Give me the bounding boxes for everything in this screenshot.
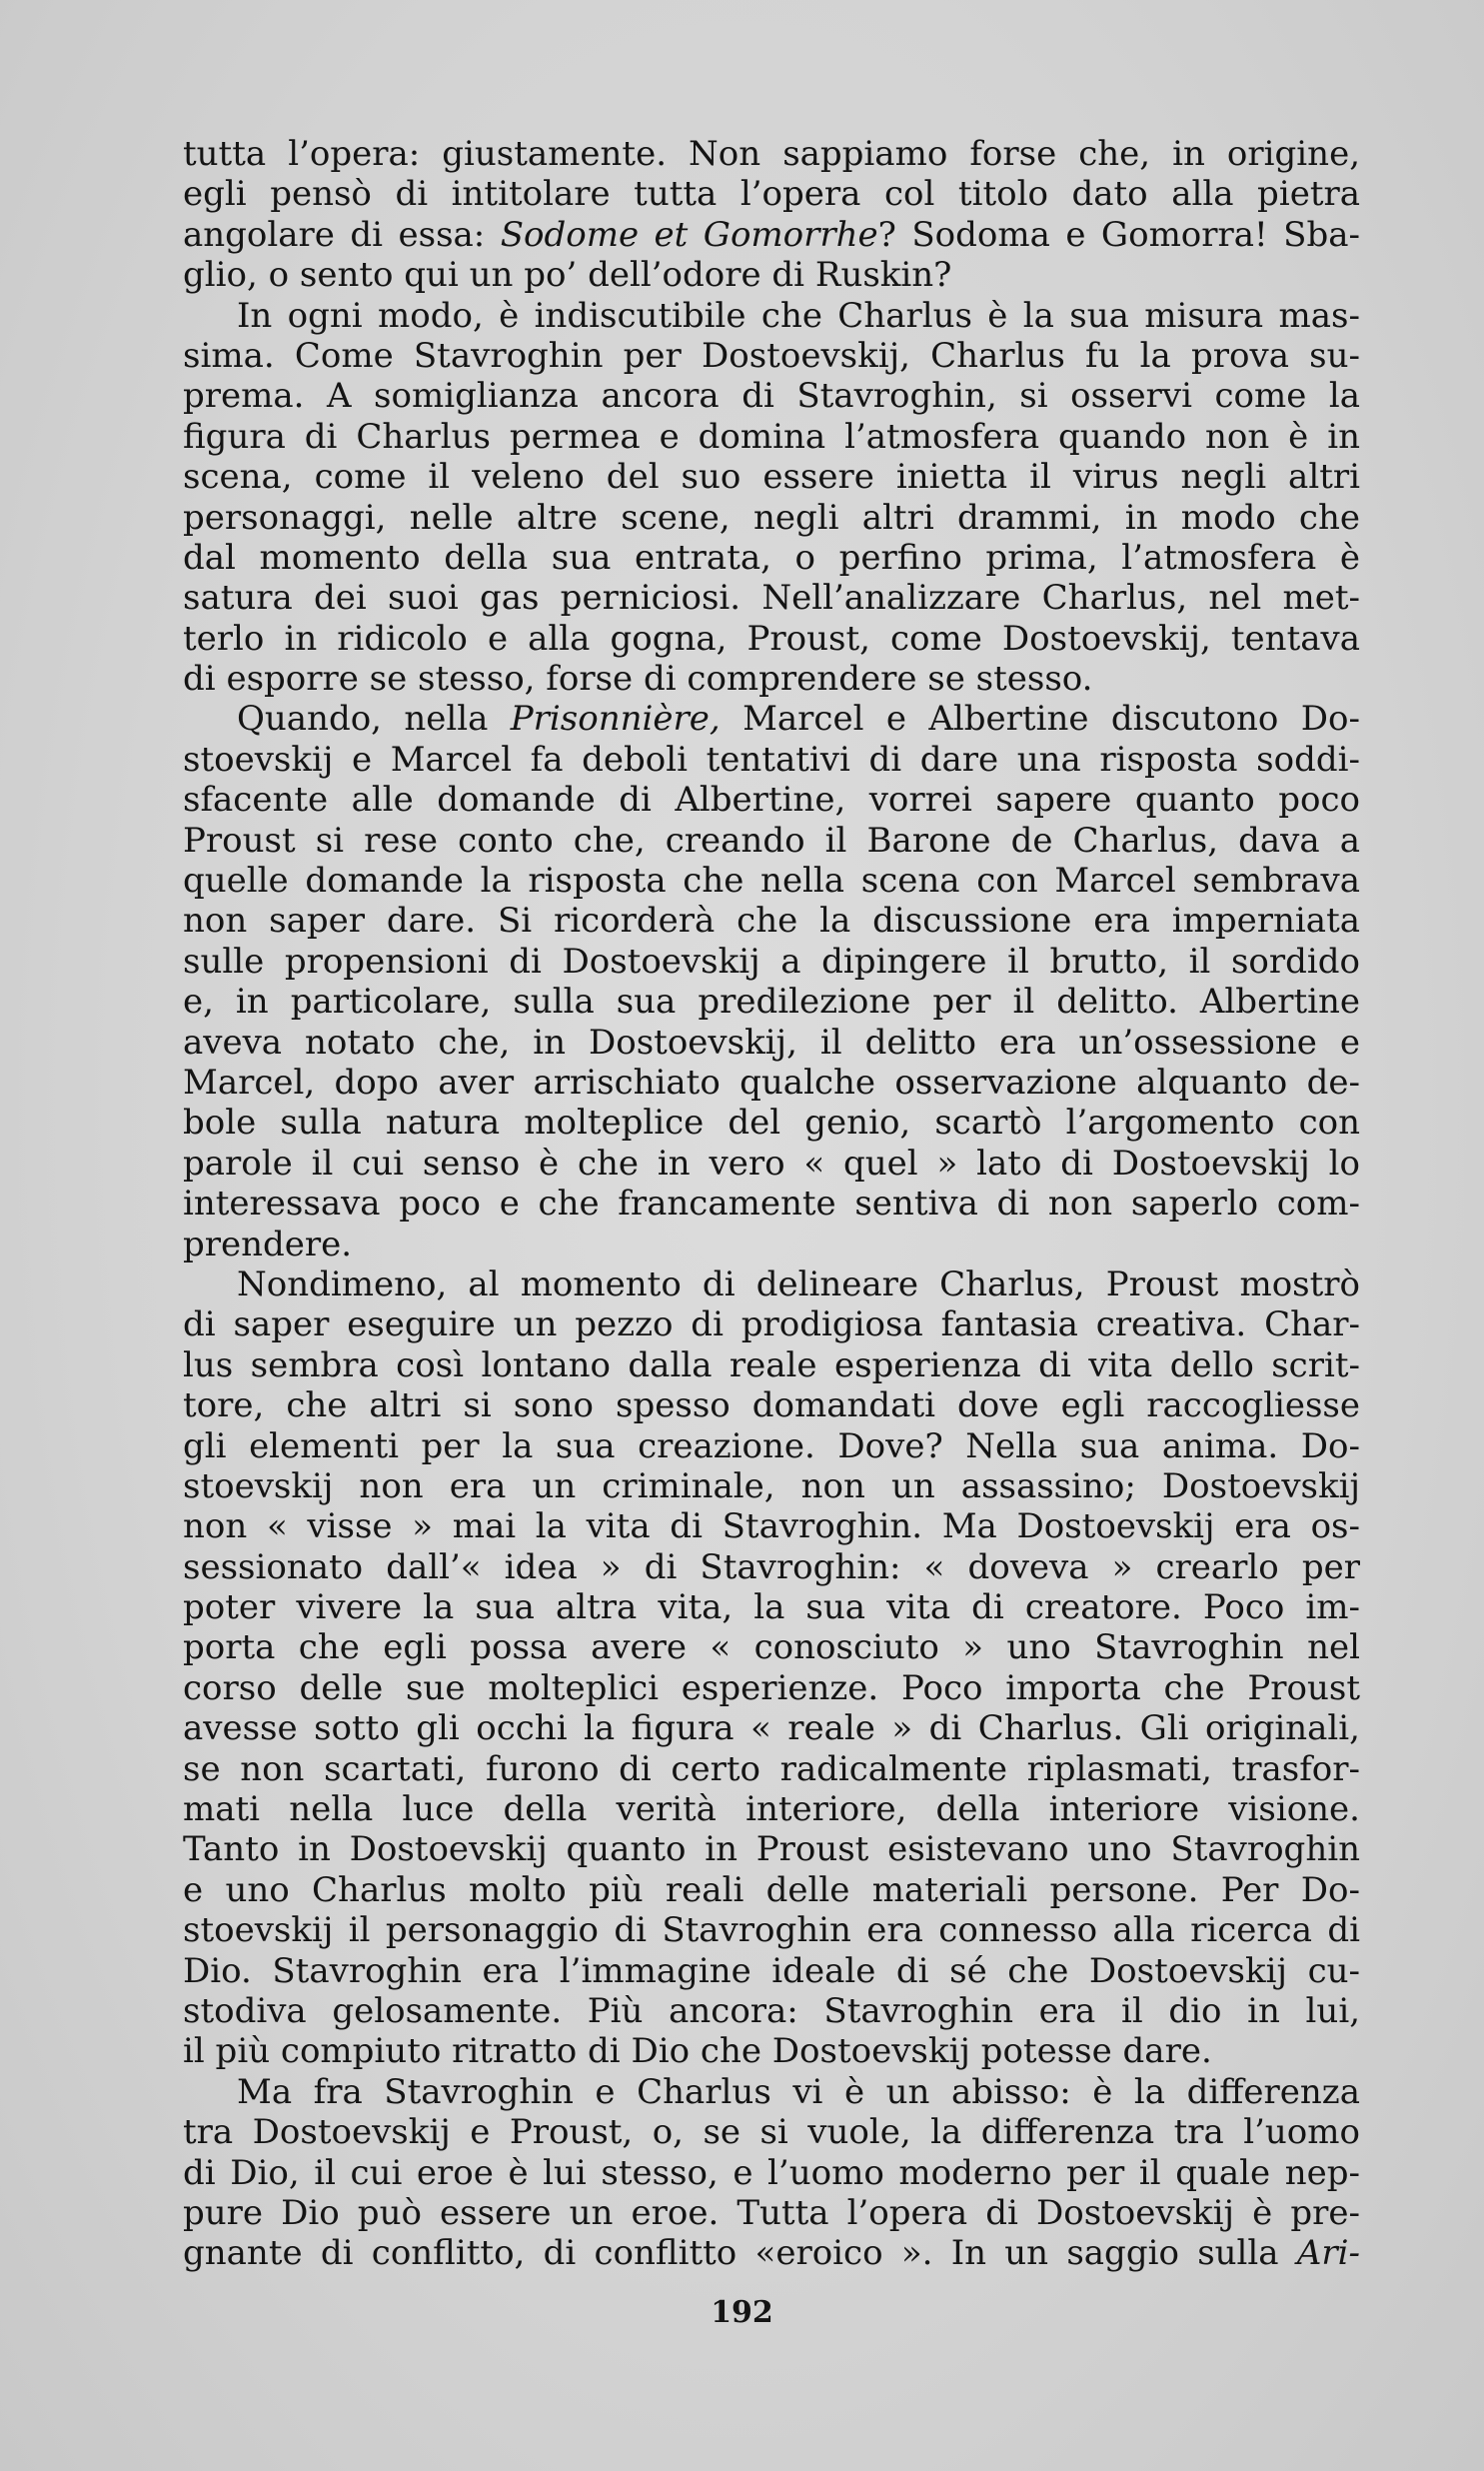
- text-line: [183, 457, 1360, 497]
- text-segment: sessionato dall’« idea » di Stavroghin: « doveva » crearlo per: [183, 1546, 1360, 1587]
- text-segment: glio, o sento qui un po’ dell’odore di Ruskin?: [183, 255, 952, 296]
- text-line: [183, 1184, 1360, 1224]
- text-segment: prema. A somiglianza ancora di Stavroghin, si osservi come la: [183, 376, 1360, 417]
- text-line: [183, 1547, 1360, 1587]
- text-line: [183, 1063, 1360, 1103]
- text-segment: tra Dostoevskij e Proust, o, se si vuole, la differenza tra l’uomo: [183, 2112, 1360, 2153]
- text-line: [183, 296, 1360, 336]
- text-line: [183, 982, 1360, 1022]
- text-segment: terlo in ridicolo e alla gogna, Proust, come Dostoevskij, tentava: [183, 618, 1360, 659]
- text-segment: Tanto in Dostoevskij quanto in Proust esistevano uno Stavroghin: [183, 1829, 1360, 1870]
- text-line: [183, 1587, 1360, 1627]
- text-line: [183, 2031, 1360, 2071]
- text-segment: e, in particolare, sulla sua predilezione per il delitto. Albertine: [183, 982, 1360, 1023]
- text-line: [183, 1345, 1360, 1385]
- italic-text: Prisonnière,: [510, 699, 721, 740]
- text-segment: lus sembra così lontano dalla reale esperienza di vita dello scrit-: [183, 1344, 1360, 1385]
- text-segment: se non scartati, furono di certo radicalmente riplasmati, trasfor-: [183, 1748, 1360, 1789]
- text-segment: il più compiuto ritratto di Dio che Dostoevskij potesse dare.: [183, 2031, 1212, 2072]
- text-line: [183, 2193, 1360, 2233]
- text-line: [183, 376, 1360, 416]
- text-segment: parole il cui senso è che in vero « quel » lato di Dostoevskij lo: [183, 1143, 1360, 1184]
- text-segment: stoevskij il personaggio di Stavroghin era connesso alla ricerca di: [183, 1910, 1360, 1951]
- text-segment: avesse sotto gli occhi la figura « reale » di Charlus. Gli originali,: [183, 1708, 1360, 1749]
- text-segment: Ma fra Stavroghin e Charlus vi è un abisso: è la differenza: [237, 2071, 1360, 2112]
- text-line: [183, 2072, 1360, 2112]
- text-line: [183, 1103, 1360, 1143]
- text-segment: poter vivere la sua altra vita, la sua vita di creatore. Poco im-: [183, 1587, 1360, 1628]
- text-line: [183, 1749, 1360, 1789]
- text-line: [183, 498, 1360, 538]
- body-text: [183, 134, 1360, 2274]
- text-segment: ? Sodoma e Gomorra! Sba-: [877, 214, 1360, 255]
- page-number: 192: [711, 2295, 773, 2330]
- italic-text: Ari-: [1296, 2233, 1360, 2274]
- text-line: [183, 1951, 1360, 1991]
- text-segment: Proust si rese conto che, creando il Barone de Charlus, dava a: [183, 820, 1360, 861]
- text-segment: sulle propensioni di Dostoevskij a dipingere il brutto, il sordido: [183, 941, 1360, 982]
- text-line: [183, 1225, 1360, 1264]
- text-line: [183, 1385, 1360, 1425]
- text-segment: egli pensò di intitolare tutta l’opera col titolo dato alla pietra: [183, 174, 1360, 215]
- text-line: [183, 1789, 1360, 1829]
- text-segment: porta che egli possa avere « conosciuto » uno Stavroghin nel: [183, 1627, 1360, 1668]
- text-line: [183, 215, 1360, 255]
- text-line: [183, 1870, 1360, 1910]
- text-line: [183, 2233, 1360, 2273]
- text-segment: di Dio, il cui eroe è lui stesso, e l’uomo moderno per il quale nep-: [183, 2152, 1360, 2193]
- text-line: [183, 538, 1360, 578]
- text-line: [183, 1426, 1360, 1466]
- text-line: [183, 2112, 1360, 2152]
- text-segment: pure Dio può essere un eroe. Tutta l’opera di Dostoevskij è pre-: [183, 2192, 1360, 2233]
- text-segment: di esporre se stesso, forse di comprendere se stesso.: [183, 659, 1093, 700]
- text-line: [183, 417, 1360, 457]
- text-line: [183, 336, 1360, 376]
- text-segment: e uno Charlus molto più reali delle materiali persone. Per Do-: [183, 1869, 1360, 1910]
- text-segment: Quando, nella: [237, 699, 511, 740]
- text-segment: dal momento della sua entrata, o perfino prima, l’atmosfera è: [183, 537, 1360, 578]
- text-line: [183, 821, 1360, 861]
- text-segment: non saper dare. Si ricorderà che la discussione era imperniata: [183, 901, 1360, 942]
- text-segment: personaggi, nelle altre scene, negli altri drammi, in modo che: [183, 497, 1360, 538]
- text-segment: sfacente alle domande di Albertine, vorrei sapere quanto poco: [183, 780, 1360, 821]
- text-segment: di saper eseguire un pezzo di prodigiosa fantasia creativa. Char-: [183, 1304, 1360, 1345]
- text-line: [183, 942, 1360, 982]
- text-line: [183, 1910, 1360, 1950]
- text-segment: corso delle sue molteplici esperienze. Poco importa che Proust: [183, 1667, 1360, 1708]
- text-segment: stoevskij e Marcel fa deboli tentativi di dare una risposta soddi-: [183, 739, 1360, 780]
- text-line: [183, 1668, 1360, 1708]
- text-segment: Marcel, dopo aver arrischiato qualche osservazione alquanto de-: [183, 1062, 1360, 1103]
- italic-text: Sodome et Gomorrhe: [500, 214, 878, 255]
- text-segment: Dio. Stavroghin era l’immagine ideale di sé che Dostoevskij cu-: [183, 1950, 1360, 1991]
- text-segment: stodiva gelosamente. Più ancora: Stavroghin era il dio in lui,: [183, 1990, 1360, 2031]
- text-segment: In ogni modo, è indiscutibile che Charlus è la sua misura mas-: [237, 295, 1360, 336]
- text-segment: scena, come il veleno del suo essere inietta il virus negli altri: [183, 457, 1360, 498]
- text-segment: mati nella luce della verità interiore, della interiore visione.: [183, 1789, 1360, 1830]
- text-line: [183, 1466, 1360, 1506]
- text-line: [183, 134, 1360, 174]
- text-line: [183, 1144, 1360, 1184]
- text-line: [183, 740, 1360, 780]
- text-line: [183, 255, 1360, 295]
- text-line: [183, 578, 1360, 618]
- text-line: [183, 780, 1360, 820]
- text-line: [183, 901, 1360, 941]
- text-segment: interessava poco e che francamente sentiva di non saperlo com-: [183, 1184, 1360, 1225]
- text-line: [183, 1627, 1360, 1667]
- text-line: [183, 2153, 1360, 2193]
- text-segment: angolare di essa:: [183, 214, 501, 255]
- text-line: [183, 1829, 1360, 1869]
- text-segment: Marcel e Albertine discutono Do-: [720, 699, 1360, 740]
- text-line: [183, 1304, 1360, 1344]
- text-segment: figura di Charlus permea e domina l’atmosfera quando non è in: [183, 416, 1360, 457]
- text-line: [183, 1506, 1360, 1546]
- text-segment: satura dei suoi gas perniciosi. Nell’analizzare Charlus, nel met-: [183, 578, 1360, 619]
- text-line: [183, 1023, 1360, 1063]
- text-segment: non « visse » mai la vita di Stavroghin. Ma Dostoevskij era os-: [183, 1506, 1360, 1547]
- text-segment: gli elementi per la sua creazione. Dove? Nella sua anima. Do-: [183, 1425, 1360, 1466]
- text-segment: stoevskij non era un criminale, non un assassino; Dostoevskij: [183, 1465, 1360, 1506]
- text-line: [183, 174, 1360, 214]
- text-segment: gnante di conflitto, di conflitto «eroico ». In un saggio sulla: [183, 2233, 1297, 2274]
- text-line: [183, 1264, 1360, 1304]
- text-segment: aveva notato che, in Dostoevskij, il delitto era un’ossessione e: [183, 1022, 1360, 1063]
- text-segment: quelle domande la risposta che nella scena con Marcel sembrava: [183, 861, 1360, 902]
- text-segment: sima. Come Stavroghin per Dostoevskij, Charlus fu la prova su-: [183, 335, 1360, 376]
- text-segment: Nondimeno, al momento di delineare Charlus, Proust mostrò: [237, 1263, 1360, 1304]
- text-line: [183, 699, 1360, 739]
- text-segment: prendere.: [183, 1224, 353, 1264]
- text-segment: tutta l’opera: giustamente. Non sappiamo forse che, in origine,: [183, 134, 1360, 174]
- text-line: [183, 1708, 1360, 1748]
- text-line: [183, 1991, 1360, 2031]
- text-line: [183, 619, 1360, 659]
- text-segment: tore, che altri si sono spesso domandati dove egli raccogliesse: [183, 1385, 1360, 1426]
- text-line: [183, 659, 1360, 699]
- text-line: [183, 861, 1360, 901]
- text-segment: bole sulla natura molteplice del genio, scartò l’argomento con: [183, 1103, 1360, 1144]
